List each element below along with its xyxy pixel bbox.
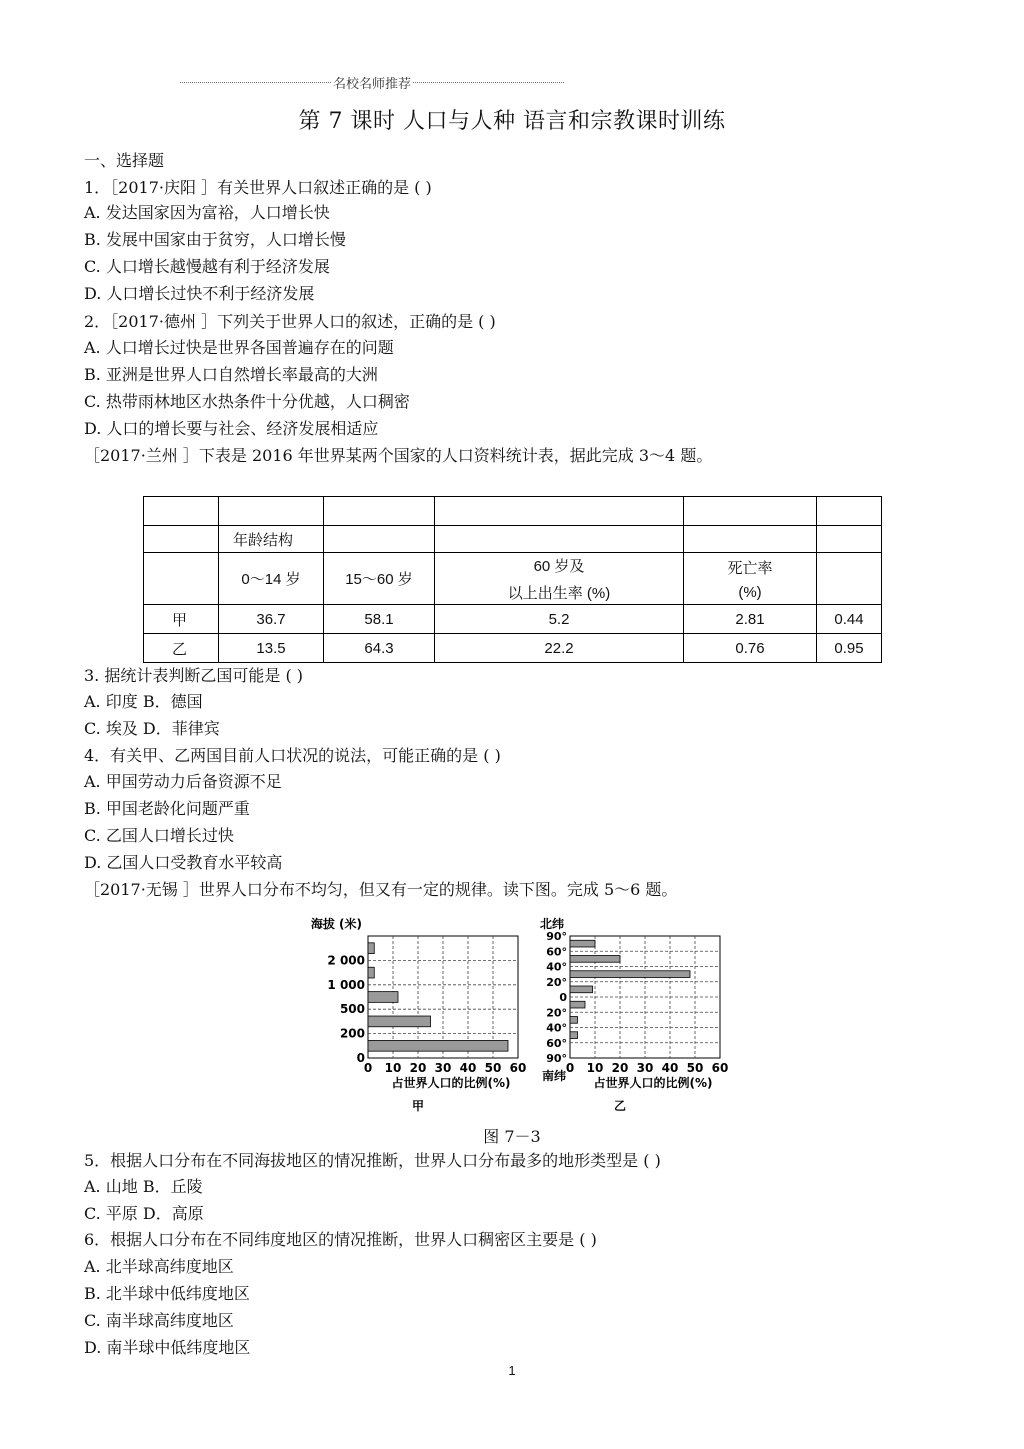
axis-bottom-label: 南纬 [541, 1069, 566, 1083]
table-cell-empty [144, 497, 219, 526]
y-tick-label: 90° [546, 1052, 567, 1065]
table-cell-empty [817, 497, 882, 526]
question-5-options-ab: A. 山地 B．丘陵 [84, 1177, 203, 1196]
intro-questions-5-6: ［2017·无锡 ］世界人口分布不均匀，但又有一定的规律。读下图。完成 5～6 题。 [84, 880, 678, 899]
table-cell-empty [435, 526, 684, 553]
data-bar [368, 943, 374, 954]
y-tick-label: 60° [546, 945, 567, 959]
x-axis-label: 占世界人口的比例(%) [391, 1076, 511, 1090]
question-4-option-c: C. 乙国人口增长过快 [84, 826, 234, 845]
x-tick-label: 40 [661, 1061, 679, 1075]
question-6-option-d: D. 南半球中低纬度地区 [84, 1338, 251, 1357]
question-1-option-d: D. 人口增长过快不利于经济发展 [84, 284, 315, 303]
header-dots-left [180, 82, 331, 83]
x-tick-label: 40 [459, 1061, 477, 1075]
table-cell: 0.95 [817, 634, 882, 663]
question-4-option-d: D. 乙国人口受教育水平较高 [84, 853, 283, 872]
table-header-60-birth-line2: 以上出生率 (%) [507, 584, 611, 602]
chart-title: 海拔 (米) [310, 917, 362, 931]
x-tick-label: 50 [686, 1061, 704, 1075]
x-tick-label: 0 [565, 1061, 575, 1075]
table-header-death-line2: (%) [738, 583, 762, 601]
page-header [180, 72, 564, 92]
question-6: 6．根据人口分布在不同纬度地区的情况推断，世界人口稠密区主要是 ( ) [84, 1230, 597, 1249]
table-header-60-birth-line1: 60 岁及 [533, 557, 585, 575]
data-bar [368, 1016, 431, 1027]
y-tick-label: 1 000 [327, 977, 365, 992]
question-2-option-a: A. 人口增长过快是世界各国普遍存在的问题 [84, 338, 394, 357]
table-cell-empty [144, 553, 219, 605]
page-number: 1 [508, 1363, 516, 1378]
table-cell: 2.81 [684, 605, 817, 634]
y-tick-label: 200 [339, 1026, 365, 1041]
intro-questions-3-4: ［2017·兰州 ］下表是 2016 年世界某两个国家的人口资料统计表，据此完成 3～4 题。 [84, 446, 713, 465]
panel-label: 甲 [411, 1099, 425, 1113]
x-tick-label: 10 [586, 1061, 604, 1075]
question-2: 2．［2017·德州 ］下列关于世界人口的叙述，正确的是 ( ) [84, 312, 496, 331]
table-cell: 64.3 [324, 634, 435, 663]
y-tick-label: 20° [546, 975, 567, 989]
table-cell: 22.2 [435, 634, 684, 663]
question-2-option-b: B. 亚洲是世界人口自然增长率最高的大洲 [84, 365, 378, 384]
data-bar [368, 992, 398, 1003]
question-6-option-a: A. 北半球高纬度地区 [84, 1257, 234, 1276]
table-cell: 13.5 [219, 634, 324, 663]
table-header-15-60: 15～60 岁 [324, 553, 435, 605]
latitude-chart [540, 916, 728, 1113]
table-header-death-line1: 死亡率 [727, 559, 773, 577]
table-cell: 36.7 [219, 605, 324, 634]
table-row [144, 605, 882, 634]
y-tick-label: 40° [546, 960, 567, 974]
table-header-age-structure: 年龄结构 [219, 526, 324, 553]
question-4: 4．有关甲、乙两国目前人口状况的说法，可能正确的是 ( ) [84, 746, 501, 765]
data-bar [570, 1032, 578, 1039]
table-cell: 58.1 [324, 605, 435, 634]
table-row [144, 634, 882, 663]
y-tick-label: 20° [546, 1006, 567, 1020]
data-bar [570, 971, 690, 978]
y-tick-label: 500 [339, 1002, 365, 1017]
data-bar [570, 956, 620, 963]
question-5-options-cd: C. 平原 D．高原 [84, 1204, 204, 1223]
y-tick-label: 0 [356, 1051, 365, 1065]
table-cell-empty [324, 497, 435, 526]
table-cell-empty [435, 497, 684, 526]
x-tick-label: 10 [384, 1061, 402, 1075]
question-3-options-cd: C. 埃及 D．菲律宾 [84, 719, 220, 738]
population-distribution-figure [310, 910, 740, 1113]
x-tick-label: 60 [711, 1061, 729, 1075]
question-2-option-c: C. 热带雨林地区水热条件十分优越，人口稠密 [84, 392, 410, 411]
data-bar [368, 967, 374, 978]
table-cell-empty [324, 526, 435, 553]
x-tick-label: 60 [509, 1061, 527, 1075]
table-cell-empty [684, 497, 817, 526]
question-6-option-b: B. 北半球中低纬度地区 [84, 1284, 250, 1303]
question-5: 5．根据人口分布在不同海拔地区的情况推断，世界人口分布最多的地形类型是 ( ) [84, 1151, 661, 1170]
table-row-label: 甲 [144, 605, 219, 634]
y-tick-label: 90° [546, 930, 567, 943]
question-3: 3. 据统计表判断乙国可能是 ( ) [84, 666, 304, 685]
x-tick-label: 20 [409, 1061, 427, 1075]
x-tick-label: 30 [636, 1061, 654, 1075]
table-row-label: 乙 [144, 634, 219, 663]
data-bar [570, 986, 593, 993]
y-tick-label: 2 000 [327, 953, 365, 968]
y-tick-label: 60° [546, 1036, 567, 1050]
x-tick-label: 30 [434, 1061, 452, 1075]
elevation-chart [311, 916, 527, 1113]
table-header-0-14: 0～14 岁 [219, 553, 324, 605]
population-table [143, 496, 882, 663]
table-cell: 0.44 [817, 605, 882, 634]
question-1: 1．［2017·庆阳 ］有关世界人口叙述正确的是 ( ) [84, 178, 432, 197]
question-2-option-d: D. 人口的增长要与社会、经济发展相适应 [84, 419, 379, 438]
data-bar [368, 1040, 508, 1051]
data-bar [570, 1001, 585, 1008]
question-4-option-a: A. 甲国劳动力后备资源不足 [84, 772, 282, 791]
panel-label: 乙 [613, 1099, 627, 1113]
table-cell: 5.2 [435, 605, 684, 634]
table-cell-empty [144, 526, 219, 553]
x-tick-label: 0 [363, 1061, 373, 1075]
question-1-option-b: B. 发展中国家由于贫穷，人口增长慢 [84, 230, 346, 249]
y-tick-label: 0 [559, 991, 567, 1004]
table-cell: 0.76 [684, 634, 817, 663]
y-tick-label: 40° [546, 1021, 567, 1035]
table-header-death-rate [684, 553, 817, 605]
x-tick-label: 50 [484, 1061, 502, 1075]
data-bar [570, 1017, 578, 1024]
data-bar [570, 940, 595, 947]
figure-caption: 图 7－3 [483, 1127, 541, 1146]
question-4-option-b: B. 甲国老龄化问题严重 [84, 799, 250, 818]
question-1-option-a: A. 发达国家因为富裕，人口增长快 [84, 203, 330, 222]
question-1-option-c: C. 人口增长越慢越有利于经济发展 [84, 257, 330, 276]
table-cell-empty [219, 497, 324, 526]
table-cell-empty [817, 553, 882, 605]
question-3-options-ab: A. 印度 B．德国 [84, 692, 203, 711]
page-title: 第 7 课时 人口与人种 语言和宗教课时训练 [298, 109, 726, 134]
table-cell-empty [817, 526, 882, 553]
x-axis-label: 占世界人口的比例(%) [593, 1076, 713, 1090]
chart-title: 北纬 [539, 917, 564, 931]
section-heading: 一、选择题 [84, 151, 165, 170]
x-tick-label: 20 [611, 1061, 629, 1075]
table-header-60-birth [435, 553, 684, 605]
header-dots-right [413, 82, 564, 83]
question-6-option-c: C. 南半球高纬度地区 [84, 1311, 234, 1330]
table-cell-empty [684, 526, 817, 553]
header-text: 名校名师推荐 [333, 76, 412, 92]
